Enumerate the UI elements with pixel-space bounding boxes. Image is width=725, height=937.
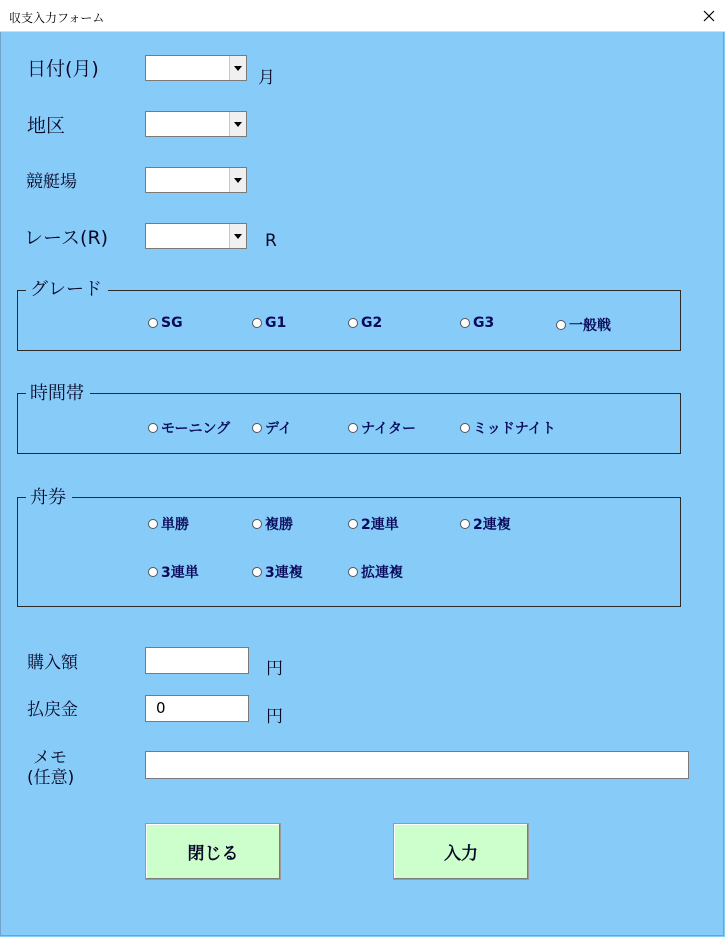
grade-option-sg[interactable]: SG [148,315,183,331]
payout-unit: 円 [266,707,283,727]
date-unit: 月 [258,68,275,88]
radio-icon [252,567,262,577]
payout-value: 0 [156,699,166,717]
chevron-down-icon [234,122,242,127]
ticket-option-place[interactable]: 複勝 [252,514,293,534]
race-dropdown-button[interactable] [229,224,246,248]
ticket-group-title: 舟券 [26,487,72,509]
district-dropdown-button[interactable] [229,112,246,136]
time-option-day[interactable]: デイ [252,418,292,438]
memo-label: メモ [33,748,67,768]
time-option-midnight[interactable]: ミッドナイト [460,418,556,438]
radio-icon [556,320,566,330]
radio-icon [348,423,358,433]
time-option-nighter[interactable]: ナイター [348,418,416,438]
ticket-option-quinella[interactable]: 2連複 [460,514,511,534]
title-bar [0,0,725,32]
ticket-option-trio[interactable]: 3連複 [252,562,303,582]
radio-icon [148,519,158,529]
radio-icon [460,423,470,433]
radio-icon [148,567,158,577]
chevron-down-icon [234,66,242,71]
form-body [0,32,724,936]
time-option-morning[interactable]: モーニング [148,418,230,438]
radio-icon [348,318,358,328]
radio-icon [460,318,470,328]
close-window-button[interactable] [693,0,725,31]
radio-icon [252,423,262,433]
race-combo[interactable] [145,223,247,249]
race-unit: R [265,231,277,251]
grade-group-title: グレード [26,279,108,301]
venue-label: 競艇場 [26,172,77,192]
venue-dropdown-button[interactable] [229,168,246,192]
radio-icon [348,567,358,577]
radio-icon [148,318,158,328]
grade-option-g2[interactable]: G2 [348,315,382,331]
date-dropdown-button[interactable] [229,56,246,80]
race-label: レース(R) [24,227,109,249]
radio-icon [252,318,262,328]
date-label: 日付(月) [27,58,99,80]
ticket-option-wide[interactable]: 拡連複 [348,562,403,582]
venue-combo[interactable] [145,167,247,193]
radio-icon [252,519,262,529]
chevron-down-icon [234,234,242,239]
purchase-label: 購入額 [27,653,78,673]
date-combo[interactable] [145,55,247,81]
time-zone-group-title: 時間帯 [26,383,90,405]
purchase-unit: 円 [266,659,283,679]
window-title: 収支入力フォーム [9,11,105,25]
district-label: 地区 [27,115,66,137]
ticket-option-win[interactable]: 単勝 [148,514,189,534]
ticket-option-exacta[interactable]: 2連単 [348,514,399,534]
payout-input[interactable] [145,695,249,722]
radio-icon [348,519,358,529]
submit-button[interactable]: 入力 [393,823,529,880]
close-icon [703,10,715,22]
chevron-down-icon [234,178,242,183]
radio-icon [460,519,470,529]
district-combo[interactable] [145,111,247,137]
purchase-input[interactable] [145,647,249,674]
memo-input[interactable] [145,751,689,779]
grade-option-g1[interactable]: G1 [252,315,286,331]
radio-icon [148,423,158,433]
ticket-option-trifecta[interactable]: 3連単 [148,562,199,582]
close-button[interactable]: 閉じる [145,823,281,880]
grade-option-g3[interactable]: G3 [460,315,494,331]
payout-label: 払戻金 [27,700,78,720]
grade-option-general[interactable]: 一般戦 [556,315,611,335]
memo-label-optional: (任意) [27,768,75,788]
